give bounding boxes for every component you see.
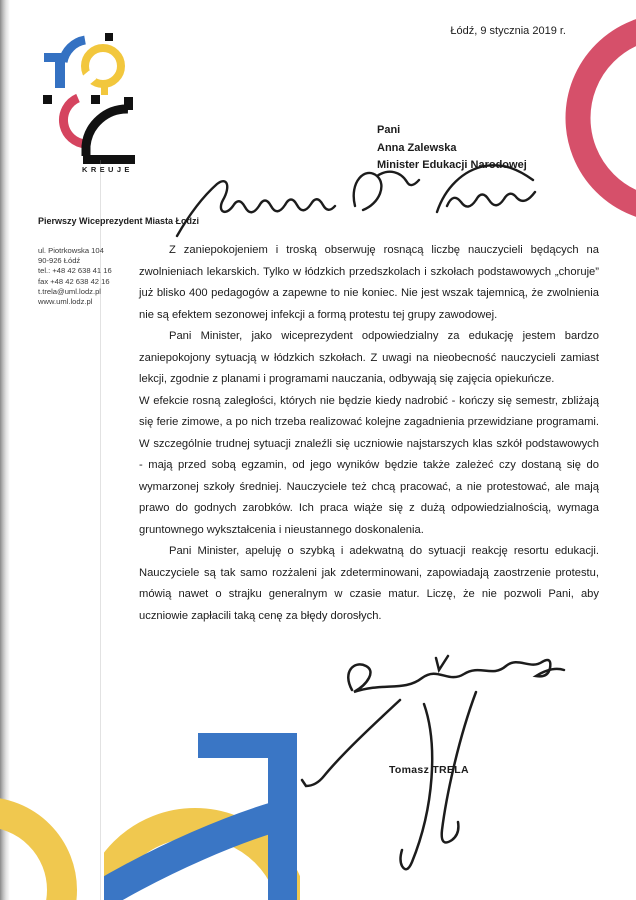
- address-line: fax +48 42 638 42 16: [38, 276, 110, 286]
- body-paragraph: Z zaniepokojeniem i troską obserwuję rosnącą liczbę nauczycieli będących na zwolnieniach lekarskich. Tylko w łódzkich przedszkolach i szkołach podstawowych „choruje” już blisko 400 pedagogów a zapewne to nie koniec. Nie jest wszak tajemnicą, że zwolnienia nie są efektem sezonowej infekcji a formą protestu tej grupy zawodowej.: [139, 244, 599, 321]
- logo-accent-square-o: [105, 33, 113, 41]
- address-line-website: www.uml.lodz.pl: [38, 297, 93, 307]
- logo-letter-z-baseline: [83, 155, 135, 164]
- body-paragraph: Pani Minister, jako wiceprezydent odpowiedzialny za edukację jestem bardzo zaniepokojony sytuacją w łódzkich szkołach. Z uwagi na nieobecność nauczycieli zamiast lekcji, zgodnie z planami i programami nauczania, odbywają się zajęcia opiekuńcze.: [139, 330, 599, 385]
- logo-dot-square-right: [91, 95, 100, 104]
- logo-letter-l-arc: [63, 40, 85, 62]
- address-line-email: t.trela@uml.lodz.pl: [38, 286, 101, 296]
- salutation-stroke-2: [354, 172, 419, 210]
- scan-fold-line: [100, 160, 101, 900]
- handwritten-signature: [300, 648, 585, 888]
- body-paragraph: Pani Minister, apeluję o szybką i adekwatną do sytuacji reakcję resortu edukacji. Nauczyciele są tak samo rozżaleni jak zdeterminowani, zapowiadają zaostrzenie protestu, mówią nawet o strajku generalnym w czasie matur. Liczę, że nie pozwoli Pani, aby uczniowie zapłacili taką cenę za błędy dorosłych.: [139, 545, 599, 622]
- signature-stroke-flourish: [348, 660, 564, 692]
- logo-letter-o-tail: [101, 84, 108, 95]
- logo-letter-z-arc: [86, 109, 128, 156]
- logo-dot-square-left: [43, 95, 52, 104]
- recipient-line: Pani: [377, 124, 401, 136]
- pink-ring-circle: [578, 26, 636, 210]
- decorative-footer-art-icon: [0, 725, 300, 900]
- signature-stroke-tick: [436, 656, 448, 670]
- salutation-stroke-3: [437, 165, 535, 212]
- signer-name: Tomasz TRELA: [389, 764, 469, 776]
- letter-body: [139, 240, 599, 627]
- handwritten-salutation: [165, 160, 545, 245]
- lodz-kreuje-logo-icon: [38, 28, 140, 180]
- logo-tagline: KREUJE: [82, 165, 133, 174]
- body-paragraph: W efekcie rosną zaległości, których nie będzie kiedy nadrobić - kończy się semestr, zbliżają się ferie zimowe, a po nich trzeba realizować kolejne zagadnienia przewidziane programami. W szczególnie trudnej sytuacji znaleźli się uczniowie najstarszych klas szkół podstawowych - mają przed sobą egzamin, od jego wyników będzie także zależeć czy dostaną się do wymarzonej szkoły średniej. Nauczyciele też chcą pracować, a nie protestować, ale mają prawo do godnych zarobków. Ich praca wiąże się z dużą odpowiedzialnością, wymaga gruntownego wykształcenia i nieustannego doskonalenia.: [139, 394, 599, 536]
- salutation-stroke-1: [177, 181, 335, 236]
- recipient-line: Anna Zalewska: [377, 141, 457, 154]
- recipient-line: Minister Edukacji Narodowej: [377, 159, 527, 172]
- address-line: 90-926 Łódź: [38, 256, 81, 266]
- sender-title: Pierwszy Wiceprezydent Miasta Łodzi: [38, 216, 199, 226]
- logo-letter-l-crossbar: [44, 53, 65, 62]
- logo-letter-l-stem: [55, 61, 65, 88]
- signature-stroke-tail: [302, 700, 400, 786]
- signature-stroke-descender-1: [401, 704, 433, 869]
- signature-stroke-descender-2: [442, 692, 476, 842]
- logo-letter-d-arc: [63, 98, 86, 144]
- address-line: tel.: +48 42 638 41 16: [38, 266, 112, 276]
- decorative-pink-ring-icon: [556, 0, 636, 240]
- footer-yellow-ring-left: [0, 812, 62, 900]
- footer-blue-bar-vertical: [268, 733, 297, 900]
- date-line: Łódź, 9 stycznia 2019 r.: [450, 25, 566, 37]
- address-line: ul. Piotrkowska 104: [38, 246, 104, 255]
